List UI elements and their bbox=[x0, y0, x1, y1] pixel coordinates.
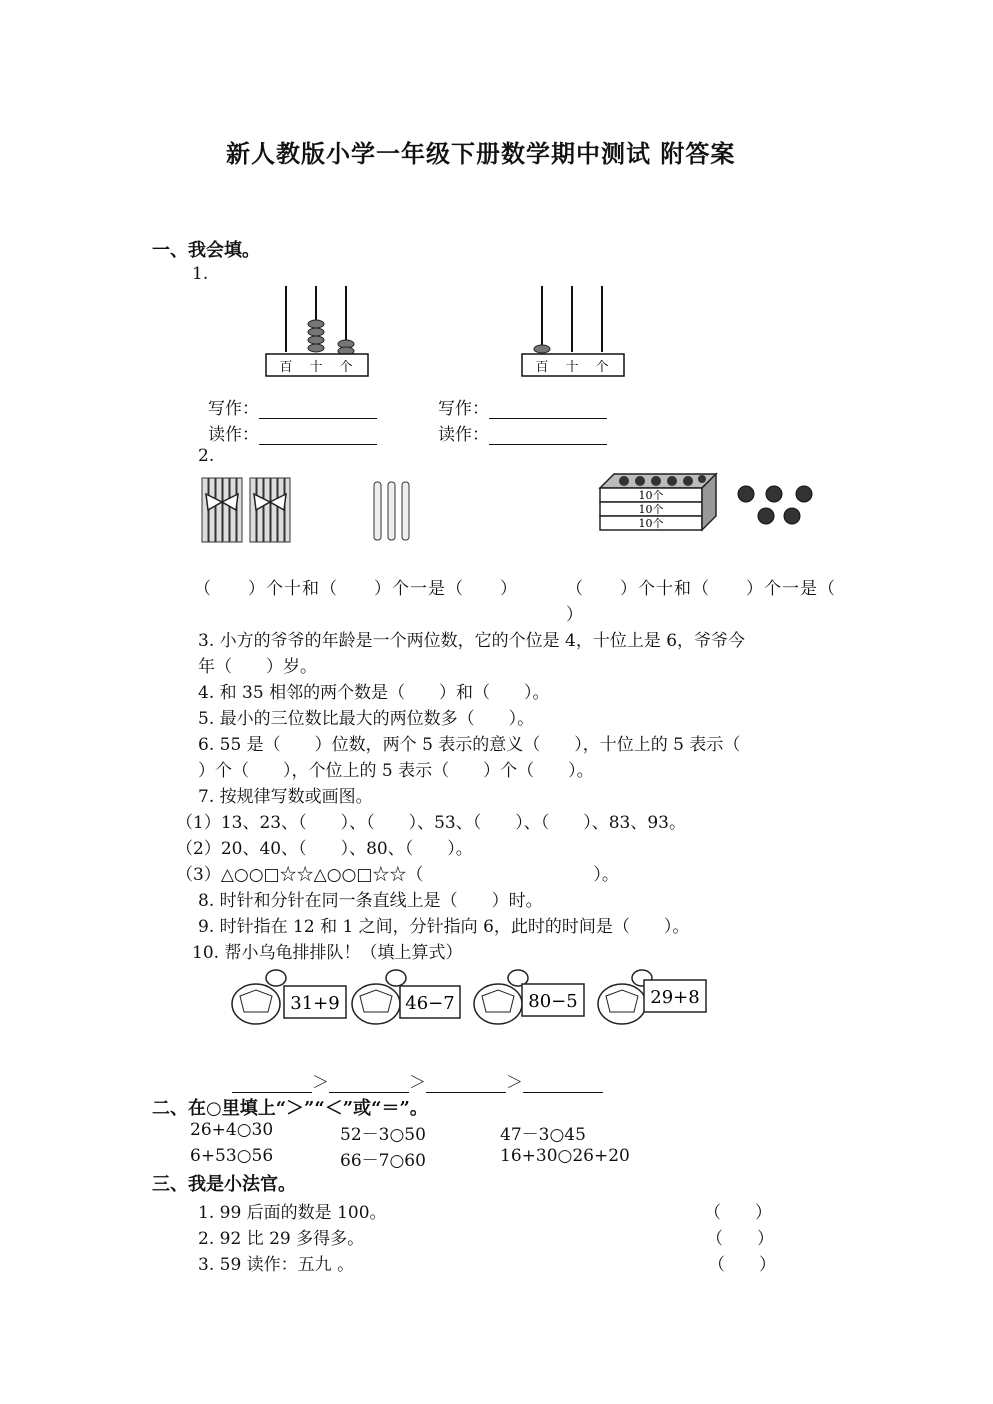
abacus2-label-tens: 十 bbox=[565, 360, 579, 375]
compare-4: 6+53○56 bbox=[190, 1146, 274, 1166]
turtle-expr-3: 80−5 bbox=[528, 991, 578, 1012]
box-label-2: 10个 bbox=[638, 503, 664, 516]
compare-2: 52－3○50 bbox=[340, 1125, 426, 1145]
q5: 5. 最小的三位数比最大的两位数多（ ）。 bbox=[198, 709, 535, 729]
q6-line2: ）个（ ），个位上的 5 表示（ ）个（ ）。 bbox=[198, 761, 594, 781]
write-blank-1[interactable] bbox=[259, 400, 377, 419]
q9: 9. 时针指在 12 和 1 之间，分针指向 6，此时的时间是（ ）。 bbox=[198, 917, 690, 937]
compare-1: 26+4○30 bbox=[190, 1120, 274, 1140]
q7-part3: （3）△○○□☆☆△○○□☆☆（ ）。 bbox=[176, 865, 619, 885]
stick-bundles-icon bbox=[196, 472, 292, 548]
q7-part1: （1）13、23、（ ）、（ ）、53、（ ）、（ ）、83、93。 bbox=[176, 813, 686, 833]
abacus-figure-2 bbox=[518, 282, 630, 380]
judge-bracket-2[interactable]: （ ） bbox=[706, 1229, 774, 1249]
judge-item-3: 3. 59 读作：五九 。 bbox=[198, 1255, 355, 1275]
loose-sticks-icon bbox=[370, 478, 416, 544]
q3-line1: 3. 小方的爷爷的年龄是一个两位数，它的个位是 4，十位上是 6，爷爷今 bbox=[198, 631, 746, 651]
order-blank-2[interactable] bbox=[329, 1074, 409, 1093]
q4: 4. 和 35 相邻的两个数是（ ）和（ ）。 bbox=[198, 683, 550, 703]
write-row-1 bbox=[208, 394, 377, 419]
gt-sign-1: ＞ bbox=[312, 1073, 329, 1093]
compare-6: 16+30○26+20 bbox=[500, 1146, 630, 1166]
abacus1-label-tens: 十 bbox=[309, 360, 323, 375]
box-label-1: 10个 bbox=[638, 489, 664, 502]
turtle-4 bbox=[598, 970, 706, 1024]
q8: 8. 时针和分针在同一条直线上是（ ）时。 bbox=[198, 891, 543, 911]
turtle-2 bbox=[352, 970, 460, 1024]
q7-part2: （2）20、40、（ ）、80、（ ）。 bbox=[176, 839, 473, 859]
write-label-1: 写作： bbox=[208, 399, 259, 419]
q3-line2: 年（ ）岁。 bbox=[198, 657, 317, 677]
q2-number: 2. bbox=[198, 446, 215, 466]
turtles-figure bbox=[228, 962, 718, 1036]
section3-heading: 三、我是小法官。 bbox=[152, 1174, 296, 1195]
read-row-1 bbox=[208, 420, 377, 445]
section1-heading: 一、我会填。 bbox=[152, 240, 260, 261]
box-label-3: 10个 bbox=[638, 517, 664, 530]
turtle-expr-4: 29+8 bbox=[650, 987, 700, 1008]
abacus1-label-hundreds: 百 bbox=[279, 360, 293, 375]
read-row-2 bbox=[438, 420, 607, 445]
turtle-expr-1: 31+9 bbox=[290, 993, 340, 1014]
gt-sign-2: ＞ bbox=[409, 1073, 426, 1093]
write-blank-2[interactable] bbox=[489, 400, 607, 419]
abacus2-label-hundreds: 百 bbox=[535, 360, 549, 375]
loose-balls-icon bbox=[734, 482, 822, 528]
q10: 10. 帮小乌龟排排队！（填上算式） bbox=[192, 943, 463, 963]
read-blank-1[interactable] bbox=[259, 426, 377, 445]
judge-bracket-1[interactable]: （ ） bbox=[704, 1203, 772, 1223]
q1-number: 1. bbox=[192, 264, 209, 284]
gt-sign-3: ＞ bbox=[506, 1073, 523, 1093]
q2-left-text: （ ）个十和（ ）个一是（ ） bbox=[194, 579, 518, 599]
order-blank-1[interactable] bbox=[232, 1074, 312, 1093]
order-blank-4[interactable] bbox=[523, 1074, 603, 1093]
ball-boxes-icon bbox=[596, 470, 722, 542]
read-blank-2[interactable] bbox=[489, 426, 607, 445]
turtle-3 bbox=[474, 970, 584, 1024]
compare-3: 47－3○45 bbox=[500, 1125, 586, 1145]
q2-right-text: （ ）个十和（ ）个一是（ bbox=[566, 579, 836, 599]
judge-bracket-3[interactable]: （ ） bbox=[708, 1255, 776, 1275]
turtle-expr-2: 46−7 bbox=[405, 993, 455, 1014]
write-label-2: 写作： bbox=[438, 399, 489, 419]
q2-right-text-end: ） bbox=[566, 605, 583, 625]
order-row bbox=[232, 1068, 603, 1093]
judge-item-1: 1. 99 后面的数是 100。 bbox=[198, 1203, 387, 1223]
read-label-1: 读作： bbox=[208, 425, 259, 445]
q7: 7. 按规律写数或画图。 bbox=[198, 787, 373, 807]
abacus2-label-ones: 个 bbox=[595, 360, 609, 375]
write-row-2 bbox=[438, 394, 607, 419]
page-title: 新人教版小学一年级下册数学期中测试 附答案 bbox=[226, 139, 736, 168]
order-blank-3[interactable] bbox=[426, 1074, 506, 1093]
q6-line1: 6. 55 是（ ）位数，两个 5 表示的意义（ ），十位上的 5 表示（ bbox=[198, 735, 741, 755]
abacus1-label-ones: 个 bbox=[339, 360, 353, 375]
abacus-figure-1 bbox=[262, 282, 374, 380]
compare-5: 66－7○60 bbox=[340, 1151, 426, 1171]
judge-item-2: 2. 92 比 29 多得多。 bbox=[198, 1229, 365, 1249]
section2-heading: 二、在○里填上“＞”“＜”或“＝”。 bbox=[152, 1098, 428, 1119]
read-label-2: 读作： bbox=[438, 425, 489, 445]
turtle-1 bbox=[232, 970, 346, 1024]
